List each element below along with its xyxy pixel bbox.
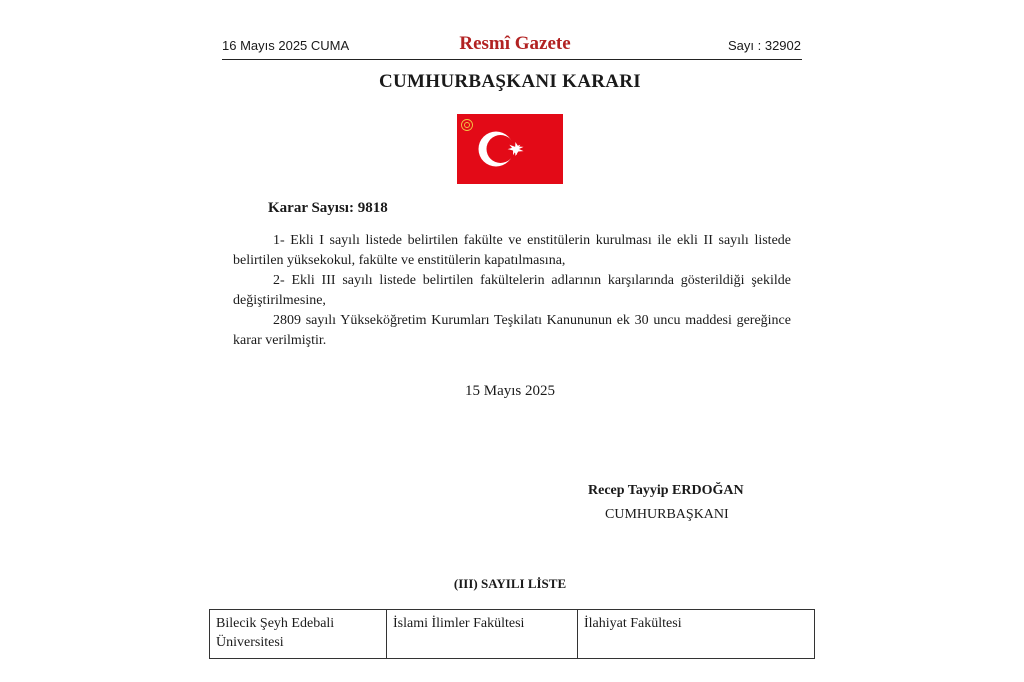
signatory-title: CUMHURBAŞKANI [605,507,729,522]
university-name-line2: Üniversitesi [216,635,284,650]
signatory-name: Recep Tayyip ERDOĞAN [588,483,744,498]
header-date: 16 Mayıs 2025 CUMA [222,38,350,53]
decision-number: Karar Sayısı: 9818 [268,200,388,216]
university-cell [210,610,387,659]
paragraph-2: 2- Ekli III sayılı listede belirtilen fakültelerin adlarının karşılarında gösterildiği şekilde değiştirilmesine, [233,273,791,308]
gazette-title: Resmî Gazete [459,33,571,54]
list-table [209,609,815,659]
paragraph-1: 1- Ekli I sayılı listede belirtilen fakülte ve enstitülerin kurulması ile ekli II sayılı listede belirtilen yüksekokul, fakülte ve enstitülerin kapatılmasına, [233,233,791,268]
document-title: CUMHURBAŞKANI KARARI [379,71,641,92]
new-faculty-name: İlahiyat Fakültesi [578,610,815,659]
university-name-line1: Bilecik Şeyh Edebali [216,616,335,631]
header-divider [222,59,802,60]
old-faculty-name: İslami İlimler Fakültesi [387,610,578,659]
table-row [210,610,815,659]
issue-number: Sayı : 32902 [728,38,801,53]
paragraph-3: 2809 sayılı Yükseköğretim Kurumları Teşkilatı Kanununun ek 30 uncu maddesi gereğince karar verilmiştir. [233,313,791,348]
list-title: (III) SAYILI LİSTE [453,576,567,591]
decision-body [233,231,791,351]
decision-date: 15 Mayıs 2025 [465,383,555,399]
turkish-flag-icon [457,114,563,184]
